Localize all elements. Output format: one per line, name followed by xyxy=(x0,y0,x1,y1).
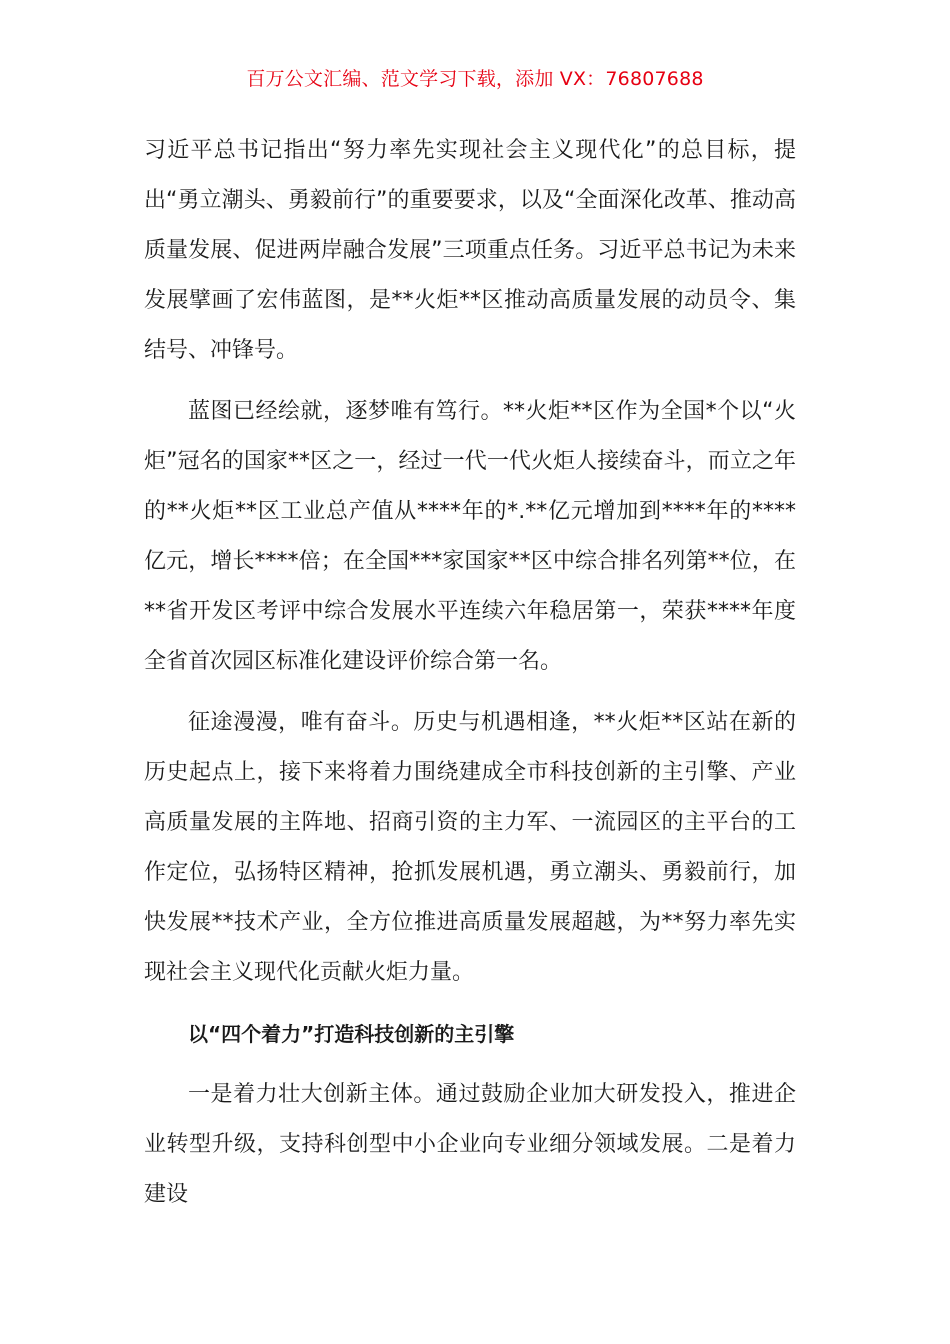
section-heading: 以“四个着力”打造科技创新的主引擎 xyxy=(188,1022,515,1046)
paragraph-spacer xyxy=(144,998,796,1009)
paragraph-spacer xyxy=(144,1059,796,1070)
paragraph-intro: 习近平总书记指出“努力率先实现社会主义现代化”的总目标，提出“勇立潮头、勇毅前行”的重要要求，以及“全面深化改革、推动高质量发展、促进两岸融合发展”三项重点任务。习近平总书记为未来发展擘画了宏伟蓝图，是**火炬**区推动高质量发展的动员令、集结号、冲锋号。 xyxy=(144,138,796,363)
paragraph-section-one: 一是着力壮大创新主体。通过鼓励企业加大研发投入，推进企业转型升级，支持科创型中小企业向专业细分领域发展。二是着力建设 xyxy=(144,1082,796,1207)
document-body xyxy=(144,126,796,1220)
paragraph-blueprint: 蓝图已经绘就，逐梦唯有笃行。**火炬**区作为全国*个以“火炬”冠名的国家**区之一，经过一代一代火炬人接续奋斗，而立之年的**火炬**区工业总产值从****年的*.**亿元增加到****年的****亿元，增长****倍；在全国***家国家**区中综合排名列第**位，在**省开发区考评中综合发展水平连续六年稳居第一，荣获****年度全省首次园区标准化建设评价综合第一名。 xyxy=(144,399,796,674)
paragraph-spacer xyxy=(144,687,796,698)
paragraph-journey: 征途漫漫，唯有奋斗。历史与机遇相逢，**火炬**区站在新的历史起点上，接下来将着力围绕建成全市科技创新的主引擎、产业高质量发展的主阵地、招商引资的主力军、一流园区的主平台的工作定位，弘扬特区精神，抢抓发展机遇，勇立潮头、勇毅前行，加快发展**技术产业，全方位推进高质量发展超越，为**努力率先实现社会主义现代化贡献火炬力量。 xyxy=(144,710,796,985)
header-banner: 百万公文汇编、范文学习下载，添加 VX：76807688 xyxy=(246,68,704,90)
paragraph-spacer xyxy=(144,376,796,387)
